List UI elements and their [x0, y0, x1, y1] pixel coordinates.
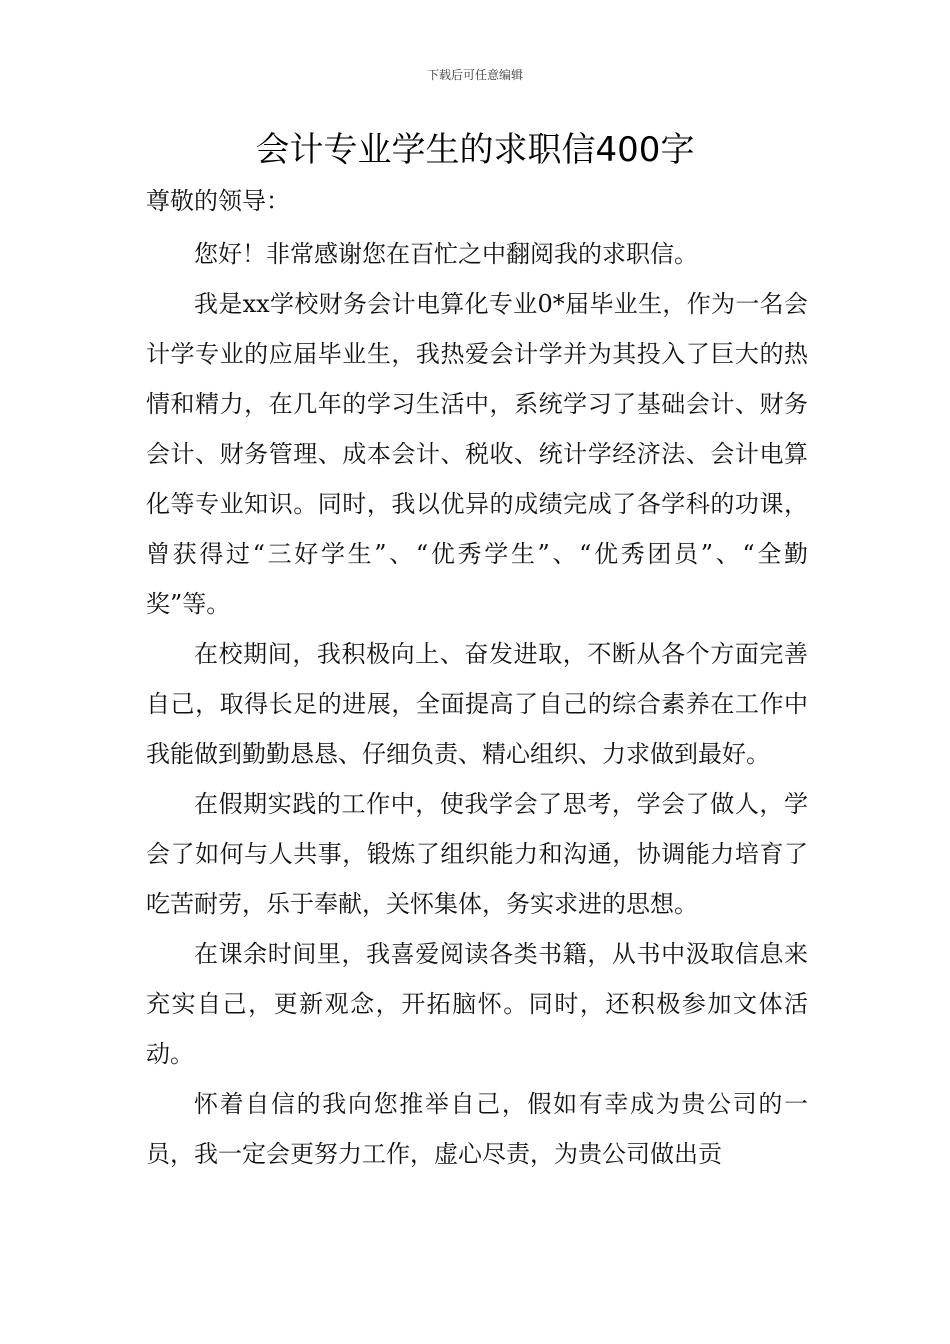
paragraph-school-period: 在校期间，我积极向上、奋发进取，不断从各个方面完善自己，取得长足的进展，全面提高了自己的综合素养在工作中我能做到勤勤恳恳、仔细负责、精心组织、力求做到最好。	[146, 640, 808, 768]
paragraph-introduction: 我是xx学校财务会计电算化专业0*届毕业生，作为一名会计学专业的应届毕业生，我热爱会计学并为其投入了巨大的热情和精力，在几年的学习生活中，系统学习了基础会计、财务会计、财务管理、成本会计、税收、统计学经济法、会计电算化等专业知识。同时，我以优异的成绩完成了各学科的功课，曾获得过“三好学生”、“优秀学生”、“优秀团员”、“全勤奖”等。	[146, 290, 808, 618]
page-header-note: 下载后可任意编辑	[426, 68, 523, 82]
paragraph-practice: 在假期实践的工作中，使我学会了思考，学会了做人，学会了如何与人共事，锻炼了组织能力和沟通，协调能力培育了吃苦耐劳，乐于奉献，关怀集体，务实求进的思想。	[146, 790, 808, 918]
paragraph-spare-time: 在课余时间里，我喜爱阅读各类书籍，从书中汲取信息来充实自己，更新观念，开拓脑怀。同时，还积极参加文体活动。	[146, 940, 808, 1068]
salutation: 尊敬的领导：	[146, 187, 290, 215]
paragraph-recommendation: 怀着自信的我向您推举自己，假如有幸成为贵公司的一员，我一定会更努力工作，虚心尽责，为贵公司做出贡	[146, 1090, 808, 1168]
document-title: 会计专业学生的求职信400字	[255, 130, 695, 170]
letter-body	[146, 229, 808, 1179]
paragraph-greeting: 您好！非常感谢您在百忙之中翻阅我的求职信。	[194, 240, 698, 268]
